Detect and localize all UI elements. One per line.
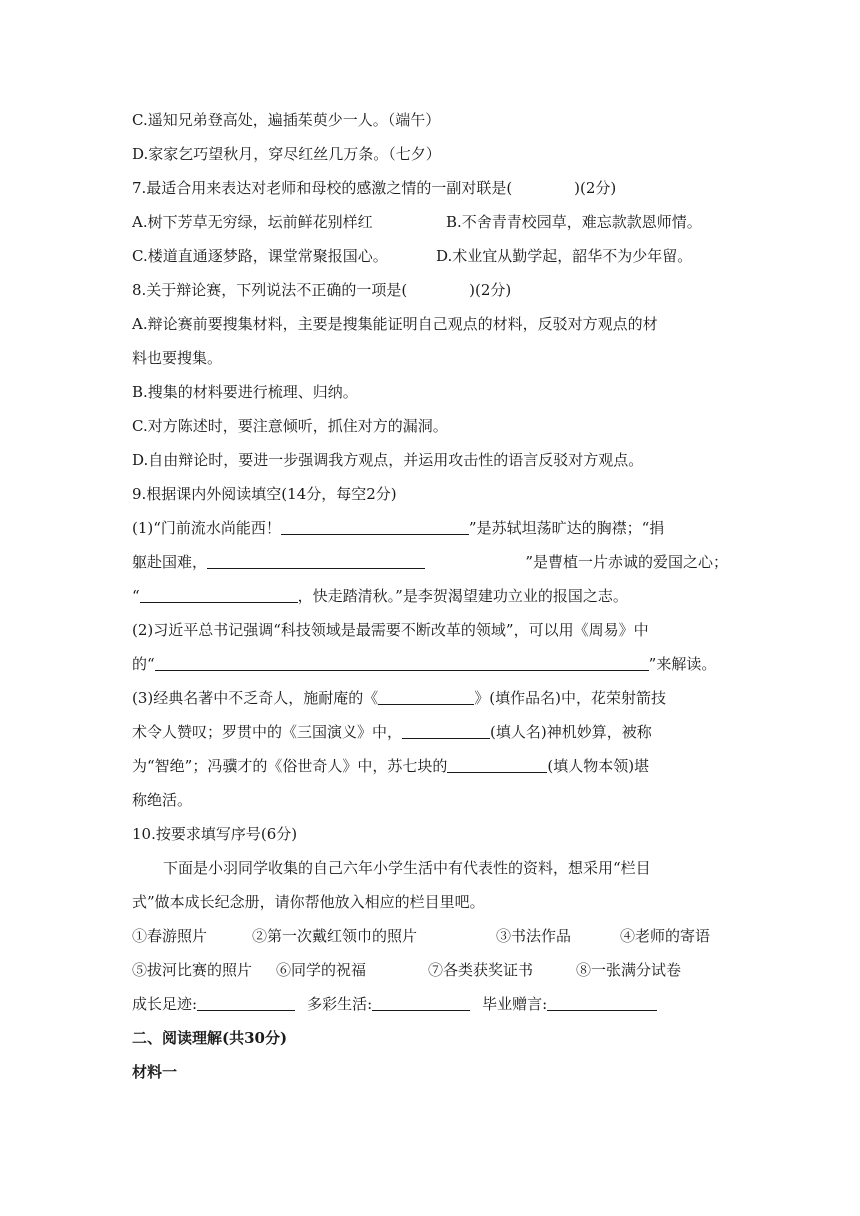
blank[interactable] — [155, 655, 649, 671]
blank[interactable] — [447, 757, 547, 773]
q9-1-line2: 躯赴国难， ”是曹植一片赤诚的爱国之心； — [132, 553, 728, 571]
list-item: ⑥同学的祝福 — [276, 961, 367, 979]
items-row-2 — [132, 960, 681, 980]
q9-3-line2: 术令人赞叹；罗贯中的《三国演义》中， (填人名)神机妙算，被称 — [132, 723, 652, 741]
items-row-1 — [132, 926, 710, 946]
blank[interactable] — [207, 553, 425, 569]
blank[interactable] — [378, 689, 474, 705]
blank[interactable] — [372, 995, 470, 1011]
q9-2-line1: (2)习近平总书记强调“科技领域是最需要不断改革的领域”，可以用《周易》中 — [132, 621, 649, 639]
q8-option-a-2: 料也要搜集。 — [132, 349, 223, 367]
option-d-line: D.家家乞巧望秋月，穿尽红丝几万条。（七夕） — [132, 145, 441, 163]
blank[interactable] — [547, 995, 657, 1011]
blank[interactable] — [281, 519, 469, 535]
list-item: ①春游照片 — [132, 927, 208, 945]
question-10: 10.按要求填写序号(6分) — [132, 825, 298, 843]
q7-options-ab: A.树下芳草无穷绿，坛前鲜花别样红 B.不舍青青校园草，难忘款款恩师情。 — [132, 213, 702, 231]
q8-option-c: C.对方陈述时，要注意倾听，抓住对方的漏洞。 — [132, 417, 448, 435]
q9-3-line3: 为“智绝”；冯骥才的《俗世奇人》中，苏七块的 (填人物本领)堪 — [132, 757, 650, 775]
option-c-line: C.遥知兄弟登高处，遍插茱萸少一人。（端午） — [132, 111, 441, 129]
q9-3-line4: 称绝活。 — [132, 791, 193, 809]
q9-2-line2: 的“ ”来解读。 — [132, 655, 717, 673]
q8-option-a-1: A.辩论赛前要搜集材料，主要是搜集能证明自己观点的材料，反驳对方观点的材 — [132, 315, 658, 333]
question-7: 7.最适合用来表达对老师和母校的感激之情的一副对联是( )(2分) — [132, 179, 617, 197]
category-answers: 成长足迹: 多彩生活: 毕业赠言: — [132, 994, 657, 1014]
list-item: ②第一次戴红领巾的照片 — [252, 927, 418, 945]
question-8: 8.关于辩论赛，下列说法不正确的一项是( )(2分) — [132, 281, 512, 299]
q8-option-b: B.搜集的材料要进行梳理、归纳。 — [132, 383, 358, 401]
list-item: ⑤拔河比赛的照片 — [132, 961, 253, 979]
list-item: ③书法作品 — [496, 927, 572, 945]
list-item: ⑦各类获奖证书 — [428, 961, 534, 979]
list-item: ⑧一张满分试卷 — [576, 961, 682, 979]
blank[interactable] — [197, 995, 295, 1011]
q10-paragraph-2: 式”做本成长纪念册，请你帮他放入相应的栏目里吧。 — [132, 893, 485, 911]
material-heading: 材料一 — [132, 1063, 178, 1081]
q9-1-line1: (1)“门前流水尚能西！ ”是苏轼坦荡旷达的胸襟；“捐 — [132, 519, 665, 537]
q9-3-line1: (3)经典名著中不乏奇人，施耐庵的《 》(填作品名)中，花荣射箭技 — [132, 689, 666, 707]
q10-paragraph-1: 下面是小羽同学收集的自己六年小学生活中有代表性的资料，想采用“栏目 — [163, 859, 651, 877]
q7-options-cd: C.楼道直通逐梦路，课堂常聚报国心。 D.术业宜从勤学起，韶华不为少年留。 — [132, 247, 693, 265]
list-item: ④老师的寄语 — [620, 927, 711, 945]
section-heading: 二、阅读理解(共30分) — [132, 1029, 288, 1047]
blank[interactable] — [140, 587, 298, 603]
blank[interactable] — [402, 723, 490, 739]
q8-option-d: D.自由辩论时，要进一步强调我方观点，并运用攻击性的语言反驳对方观点。 — [132, 451, 644, 469]
q9-1-line3: “ ，快走踏清秋。”是李贺渴望建功立业的报国之志。 — [132, 587, 628, 605]
question-9: 9.根据课内外阅读填空(14分，每空2分) — [132, 485, 397, 503]
